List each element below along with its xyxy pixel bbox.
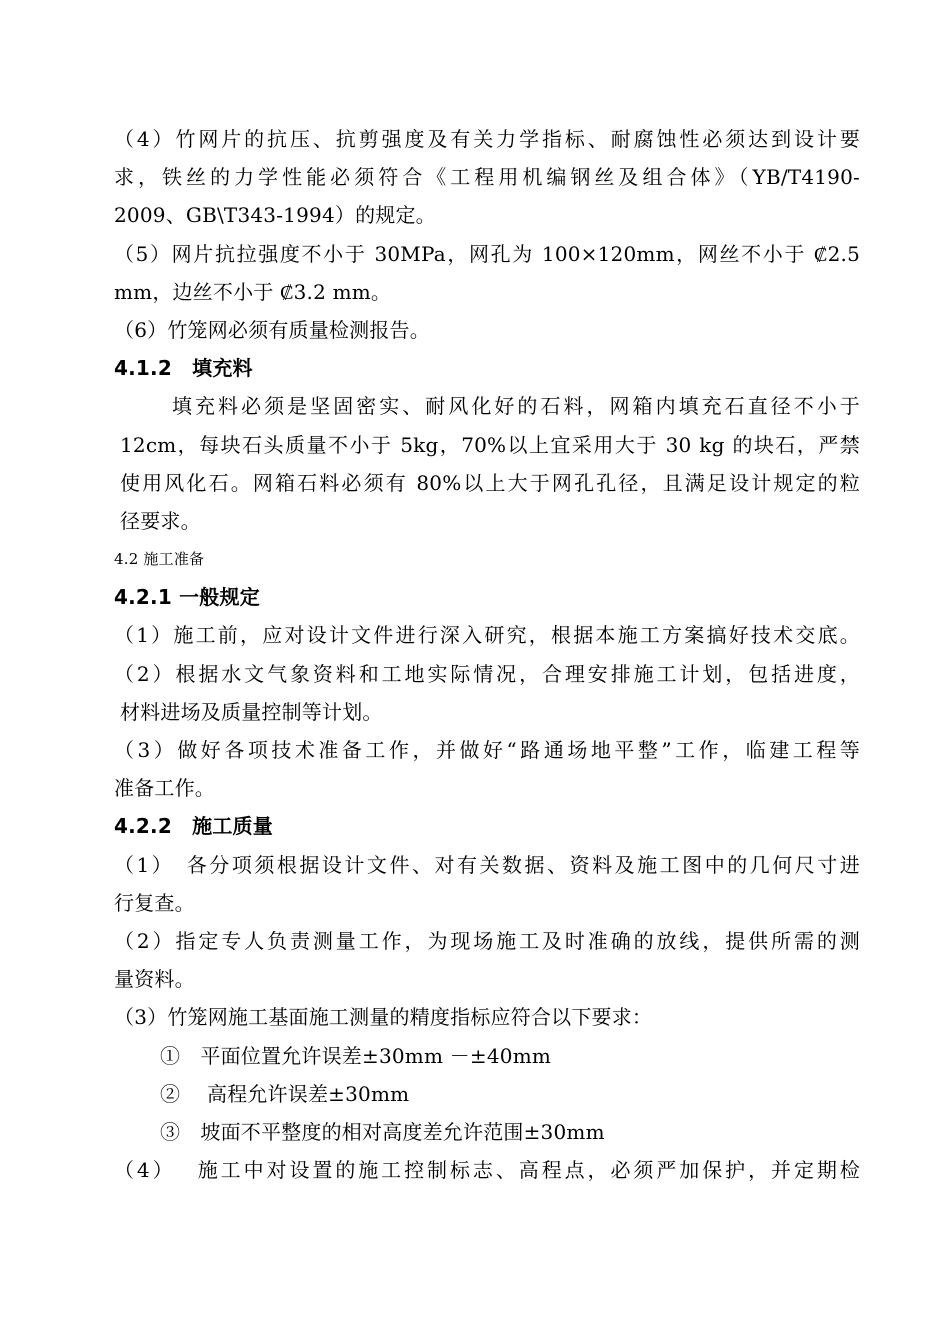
text-line: （2）指定专人负责测量工作，为现场施工及时准确的放线，提供所需的测 [114,928,860,953]
text-line: （2）根据水文气象资料和工地实际情况，合理安排施工计划，包括进度， [114,661,860,686]
text-line: （3）做好各项技术准备工作，并做好“路通场地平整”工作，临建工程等 [114,738,860,762]
text-line: （5）网片抗拉强度不小于 30MPa，网孔为 100×120mm，网丝不小于 ₡2.5 [114,241,860,266]
text-line: 使用风化石。网箱石料必须有 80%以上大于网孔孔径，且满足设计规定的粒 [120,470,860,495]
text-line: （1） 各分项须根据设计文件、对有关数据、资料及施工图中的几何尺寸进 [114,852,860,877]
text-line: 量资料。 [114,967,195,992]
text-line: 填充料必须是坚固密实、耐风化好的石料，网箱内填充石直径不小于 [172,394,860,419]
text-line: 材料进场及质量控制等计划。 [120,699,383,724]
text-line: 行复查。 [114,890,195,915]
text-line: mm，边丝不小于 ₡3.2 mm。 [114,279,392,304]
section-heading: 4.2 施工准备 [114,550,205,569]
text-line: ② 高程允许误差±30mm [160,1081,410,1106]
text-line: （1）施工前，应对设计文件进行深入研究，根据本施工方案搞好技术交底。 [114,623,860,648]
text-line: （4） 施工中对设置的施工控制标志、高程点，必须严加保护，并定期检 [114,1158,860,1183]
text-line: （6）竹笼网必须有质量检测报告。 [114,317,430,342]
text-line: ③ 坡面不平整度的相对高度差允许范围±30mm [160,1119,605,1144]
text-line: 准备工作。 [114,776,215,801]
text-line: ① 平面位置允许误差±30mm －±40mm [160,1043,552,1068]
document-body [114,120,860,1189]
text-line: 径要求。 [120,508,201,533]
section-heading: 4.2.2 施工质量 [114,814,273,839]
text-line: （3）竹笼网施工基面施工测量的精度指标应符合以下要求： [114,1005,653,1030]
section-heading: 4.1.2 填充料 [114,356,253,381]
text-line: （4）竹网片的抗压、抗剪强度及有关力学指标、耐腐蚀性必须达到设计要 [114,127,860,151]
text-line: 12cm，每块石头质量不小于 5kg，70%以上宜采用大于 30 kg 的块石，严禁 [120,432,860,457]
text-line: 2009、GB\T343-1994）的规定。 [114,203,436,228]
section-heading: 4.2.1 一般规定 [114,585,260,610]
text-line: 求，铁丝的力学性能必须符合《工程用机编钢丝及组合体》（YB/T4190- [114,165,860,190]
